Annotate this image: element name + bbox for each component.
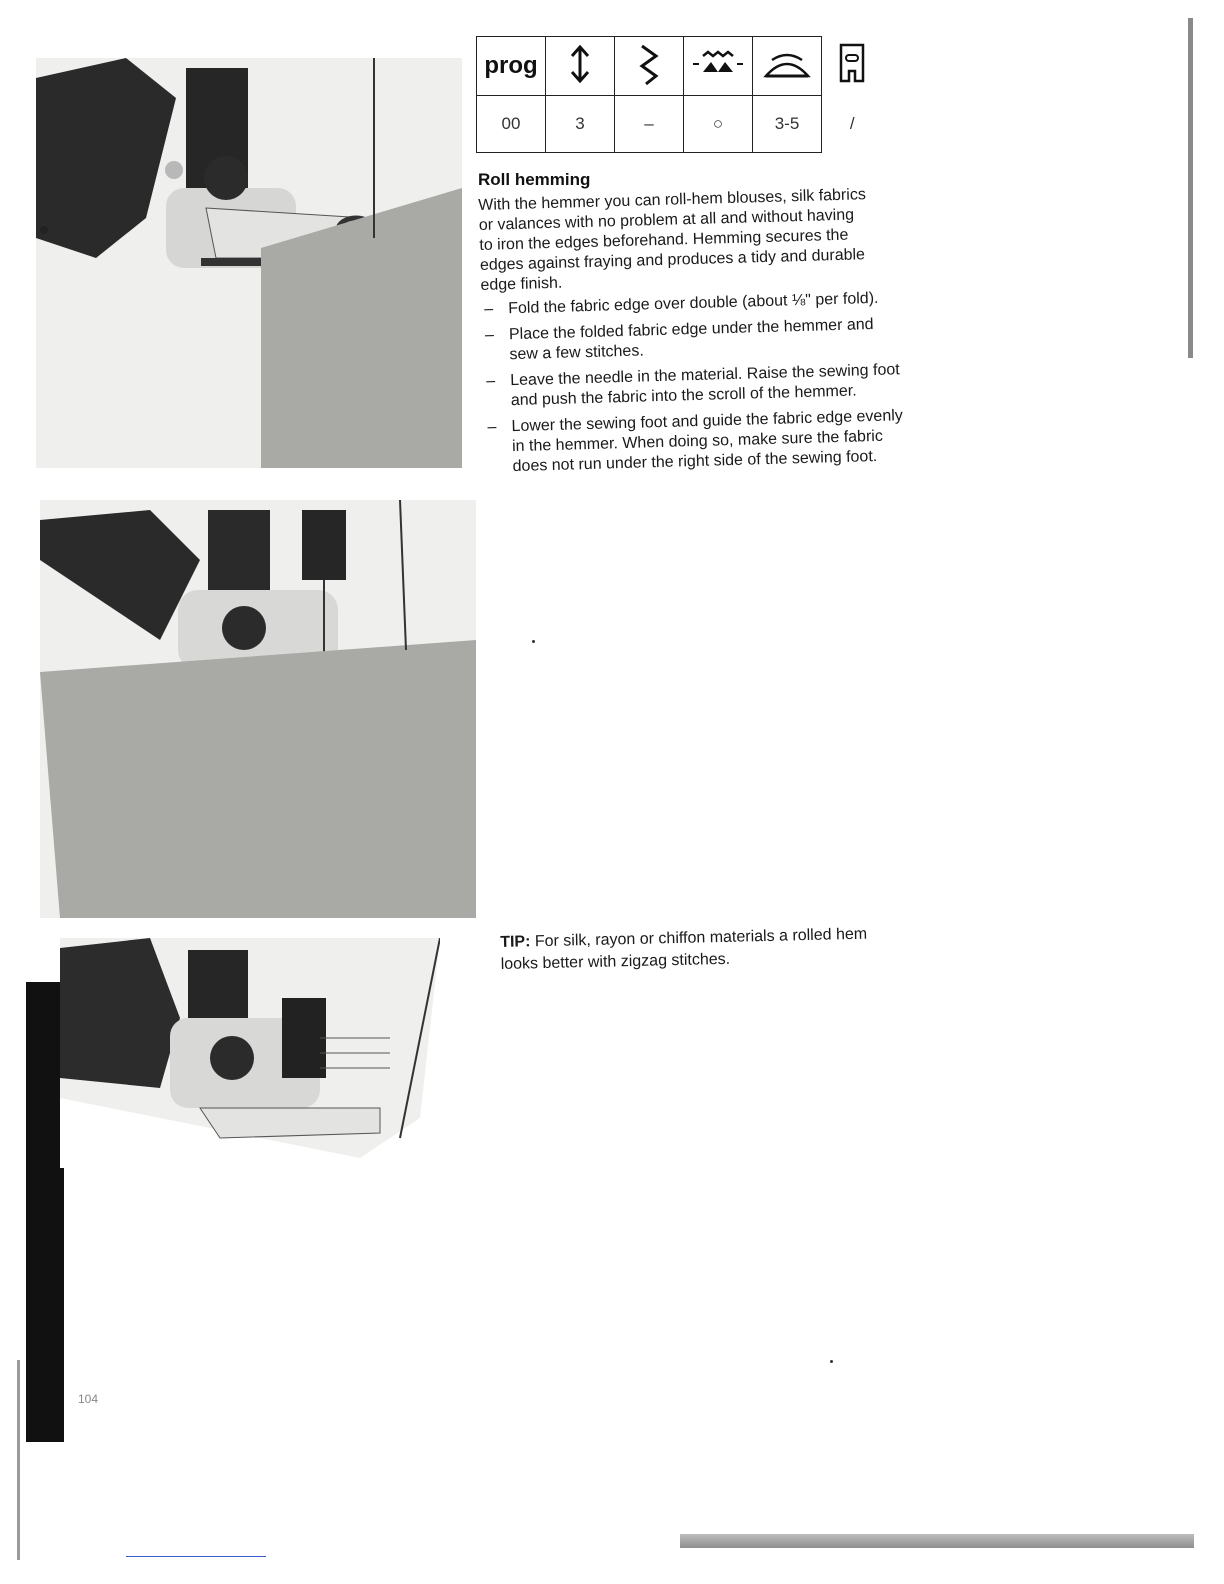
prog-header bbox=[477, 37, 546, 96]
settings-header-row bbox=[477, 37, 883, 96]
page-edge-line-left bbox=[17, 1360, 20, 1560]
value-presser-foot: / bbox=[849, 114, 855, 133]
step-item: – Lower the sewing foot and guide the fabric edge evenly in the hemmer. When doing so, make sure the fabric does not run under the right side of the sewing foot. bbox=[487, 407, 904, 476]
value-stitch-length: 3 bbox=[546, 96, 615, 153]
photo-hemmer-foot-3 bbox=[60, 938, 440, 1168]
step-item: – Place the folded fabric edge under the hemmer and sew a few stitches. bbox=[484, 316, 874, 364]
step-text: Place the folded fabric edge under the hemmer and sew a few stitches. bbox=[508, 316, 874, 364]
stray-mark bbox=[830, 1360, 833, 1363]
settings-table bbox=[476, 36, 883, 153]
step-item: – Fold the fabric edge over double (about ⅛" per fold). bbox=[484, 289, 879, 318]
photo-hemmer-foot-2 bbox=[40, 500, 476, 918]
settings-values-row bbox=[477, 96, 883, 153]
presser-foot-pressure-icon bbox=[753, 37, 822, 96]
upper-tension-icon bbox=[684, 37, 753, 96]
step-text: Lower the sewing foot and guide the fabric edge evenly in the hemmer. When doing so, make sure the fabric does not run under the right side of the sewing foot. bbox=[511, 407, 904, 476]
value-prog: 00 bbox=[477, 96, 546, 153]
step-text: Leave the needle in the material. Raise the sewing foot and push the fabric into the scroll of the hemmer. bbox=[510, 361, 900, 410]
stray-mark bbox=[532, 640, 535, 643]
value-presser-pressure: 3-5 bbox=[753, 96, 822, 153]
section-title: Roll hemming bbox=[478, 170, 591, 189]
page-number: 104 bbox=[78, 1392, 99, 1406]
prog-label: prog bbox=[484, 52, 538, 79]
intro-paragraph: With the hemmer you can roll-hem blouses, silk fabrics or valances with no problem at all and without having to iron the edges beforehand. Hemming secures the edges against fraying and produces a tidy and durable edge finish. bbox=[478, 186, 867, 294]
page-edge-line-right bbox=[1188, 18, 1193, 358]
tip-label: TIP: bbox=[500, 933, 531, 951]
page-bottom-link-rule bbox=[126, 1556, 266, 1557]
steps-list bbox=[480, 288, 905, 484]
step-item: – Leave the needle in the material. Raise the sewing foot and push the fabric into the scroll of the hemmer. bbox=[486, 361, 900, 410]
presser-foot-icon bbox=[822, 37, 883, 96]
value-upper-tension: ○ bbox=[684, 96, 753, 153]
photo-hemmer-foot-1 bbox=[36, 58, 462, 468]
page-edge-bar bbox=[26, 982, 64, 1442]
tip-text: For silk, rayon or chiffon materials a rolled hem looks better with zigzag stitches. bbox=[500, 925, 868, 973]
tip-note bbox=[500, 923, 909, 976]
photo-mark-1 bbox=[40, 226, 48, 234]
stitch-width-icon bbox=[615, 37, 684, 96]
page-bottom-rule bbox=[680, 1534, 1194, 1548]
step-text: Fold the fabric edge over double (about ⅛" per fold). bbox=[508, 289, 879, 318]
stitch-length-icon bbox=[546, 37, 615, 96]
value-stitch-width: – bbox=[615, 96, 684, 153]
